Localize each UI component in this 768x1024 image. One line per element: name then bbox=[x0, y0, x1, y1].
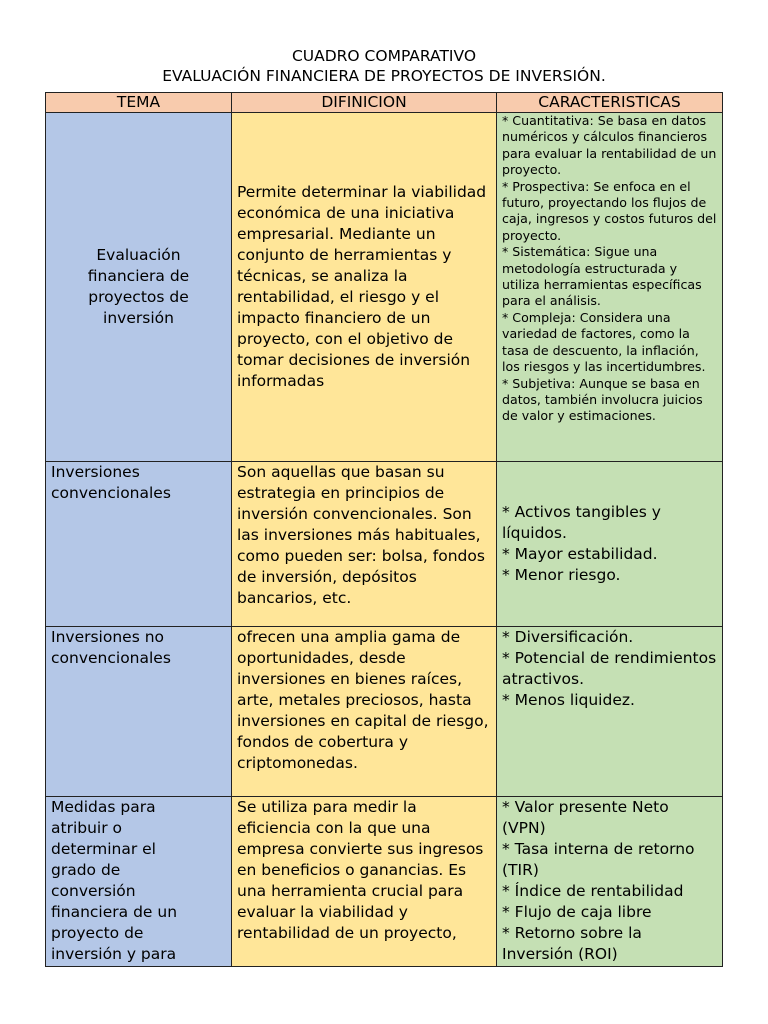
table-row bbox=[46, 627, 723, 797]
table-row bbox=[46, 113, 723, 462]
row-definicion: Permite determinar la viabilidad económica de una iniciativa empresarial. Mediante un conjunto de herramientas y técnicas, se analiza la rentabilidad, el riesgo y el impacto financiero de un proyecto, con el objetivo de tomar decisiones de inversión informadas bbox=[232, 113, 497, 462]
row-caracteristicas: * Cuantitativa: Se basa en datos numéricos y cálculos financieros para evaluar la rentabilidad de un proyecto. * Prospectiva: Se enfoca en el futuro, proyectando los flujos de caja, ingresos y costos futuros del proyecto. * Sistemática: Sigue una metodología estructurada y utiliza herramientas específicas para el análisis. * Compleja: Considera una variedad de factores, como la tasa de descuento, la inflación, los riesgos y las incertidumbres. * Subjetiva: Aunque se basa en datos, también involucra juicios de valor y estimaciones. bbox=[497, 113, 723, 462]
header-caracteristicas: CARACTERISTICAS bbox=[497, 93, 723, 113]
row-tema: Medidas para atribuir o determinar el grado de conversión financiera de un proyecto de inversión y para bbox=[46, 797, 232, 967]
row-tema: Inversiones no convencionales bbox=[46, 627, 232, 797]
row-definicion: ofrecen una amplia gama de oportunidades, desde inversiones en bienes raíces, arte, metales preciosos, hasta inversiones en capital de riesgo, fondos de cobertura y criptomonedas. bbox=[232, 627, 497, 797]
row-definicion: Se utiliza para medir la eficiencia con la que una empresa convierte sus ingresos en beneficios o ganancias. Es una herramienta crucial para evaluar la viabilidad y rentabilidad de un proyecto, bbox=[232, 797, 497, 967]
document-title: CUADRO COMPARATIVO bbox=[291, 47, 477, 65]
header-tema: TEMA bbox=[46, 93, 232, 113]
table-row bbox=[46, 797, 723, 967]
table-row bbox=[46, 462, 723, 627]
comparison-table bbox=[45, 92, 723, 967]
row-tema: Inversiones convencionales bbox=[46, 462, 232, 627]
header-definicion: DIFINICION bbox=[232, 93, 497, 113]
row-caracteristicas: * Valor presente Neto (VPN) * Tasa interna de retorno (TIR) * Índice de rentabilidad * Flujo de caja libre * Retorno sobre la Inversión (ROI) bbox=[497, 797, 723, 967]
row-tema: Evaluación financiera de proyectos de inversión bbox=[46, 113, 232, 462]
row-definicion: Son aquellas que basan su estrategia en principios de inversión convencionales. Son las inversiones más habituales, como pueden ser: bolsa, fondos de inversión, depósitos bancarios, etc. bbox=[232, 462, 497, 627]
document-subtitle: EVALUACIÓN FINANCIERA DE PROYECTOS DE INVERSIÓN. bbox=[162, 67, 606, 85]
row-caracteristicas: * Diversificación. * Potencial de rendimientos atractivos. * Menos liquidez. bbox=[497, 627, 723, 797]
header-row bbox=[46, 93, 723, 113]
row-caracteristicas: * Activos tangibles y líquidos. * Mayor estabilidad. * Menor riesgo. bbox=[497, 462, 723, 627]
